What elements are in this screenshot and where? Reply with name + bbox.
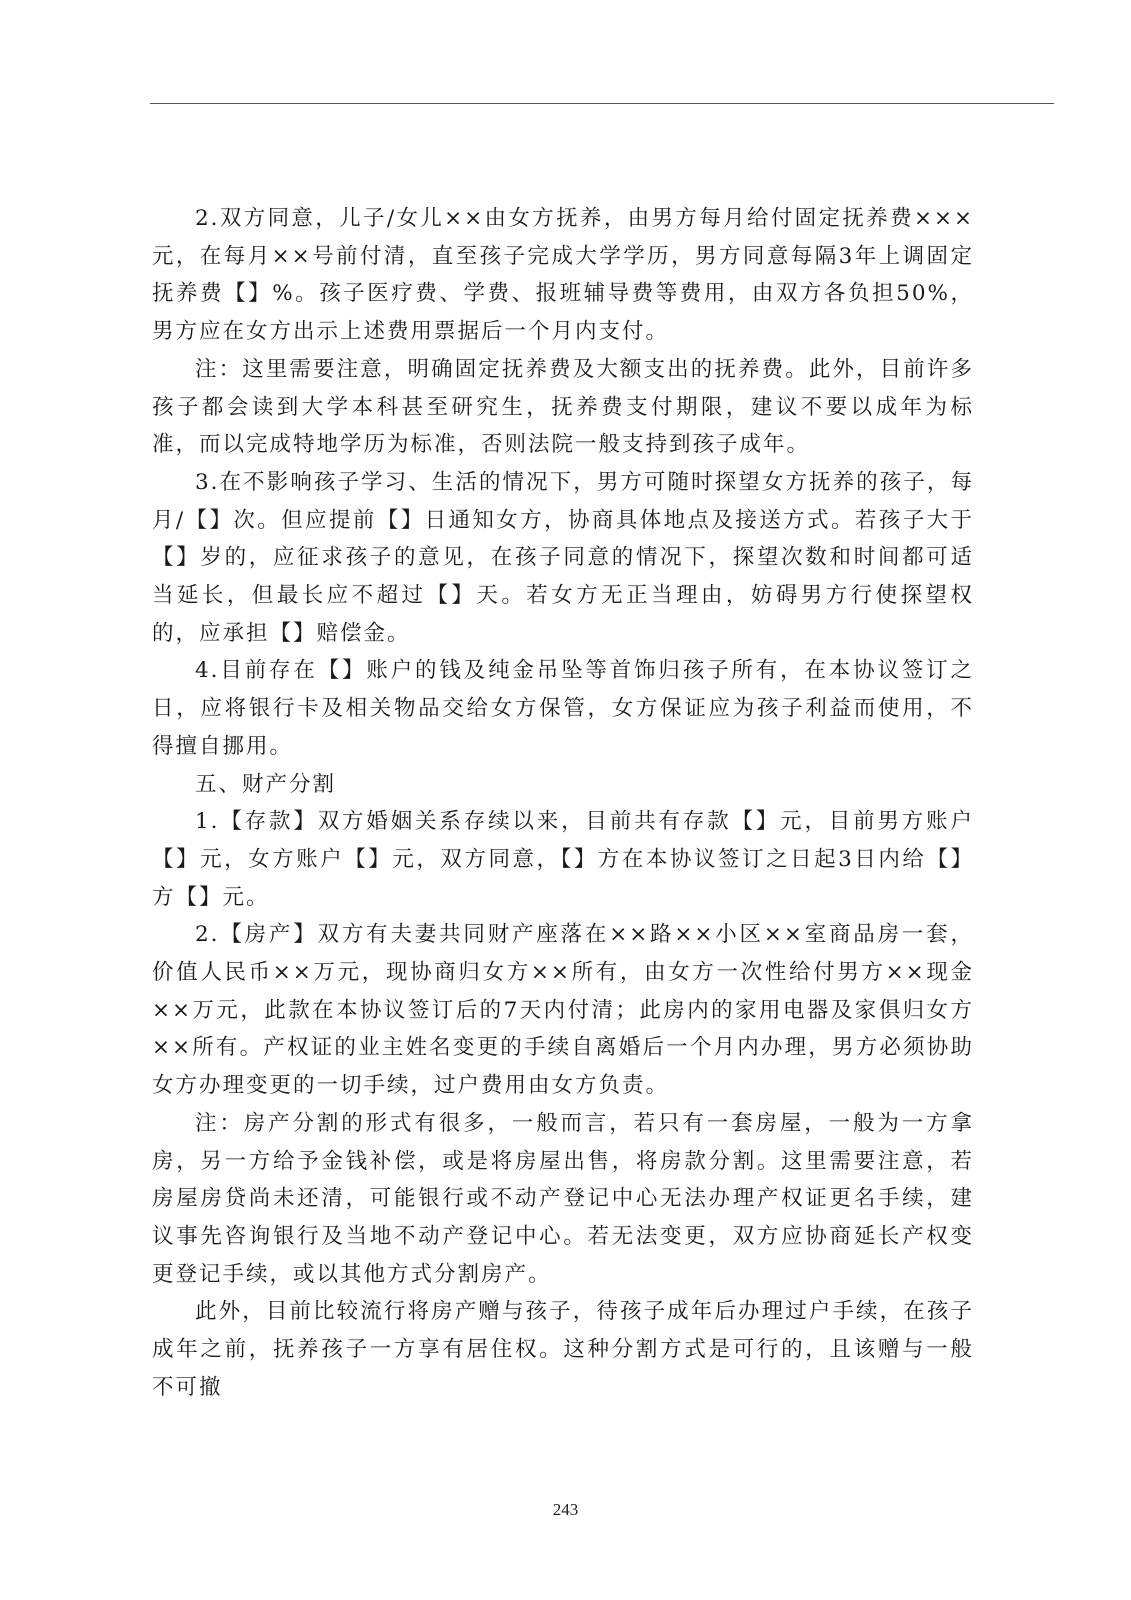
paragraph-child-assets: 4.目前存在【】账户的钱及纯金吊坠等首饰归孩子所有，在本协议签订之日，应将银行卡及相关物品交给女方保管，女方保证应为孩子利益而使用，不得擅自挪用。 xyxy=(152,658,974,759)
section-heading-property-division: 五、财产分割 xyxy=(195,771,337,797)
paragraph-savings: 1.【存款】双方婚姻关系存续以来，目前共有存款【】元，目前男方账户【】元，女方账户【】元，双方同意，【】方在本协议签订之日起3日内给【】方【】元。 xyxy=(152,809,974,910)
paragraph-real-estate: 2.【房产】双方有夫妻共同财产座落在××路××小区××室商品房一套，价值人民币××万元，现协商归女方××所有，由女方一次性给付男方××现金××万元，此款在本协议签订后的7天内付清；此房内的家用电器及家俱归女方××所有。产权证的业主姓名变更的手续自离婚后一个月内办理，男方必须协助女方办理变更的一切手续，过户费用由女方负责。 xyxy=(152,922,974,1099)
page-number: 243 xyxy=(552,1500,579,1519)
paragraph-note-support: 注：这里需要注意，明确固定抚养费及大额支出的抚养费。此外，目前许多孩子都会读到大学本科甚至研究生，抚养费支付期限，建议不要以成年为标准，而以完成特地学历为标准，否则法院一般支持到孩子成年。 xyxy=(152,356,974,458)
header-rule xyxy=(150,103,1054,104)
paragraph-child-support: 2.双方同意，儿子/女儿××由女方抚养，由男方每月给付固定抚养费×××元，在每月××号前付清，直至孩子完成大学学历，男方同意每隔3年上调固定抚养费【】%。孩子医疗费、学费、报班辅导费等费用，由双方各负担50%，男方应在女方出示上述费用票据后一个月内支付。 xyxy=(152,206,974,345)
paragraph-gift-to-child: 此外，目前比较流行将房产赠与孩子，待孩子成年后办理过户手续，在孩子成年之前，抚养孩子一方享有居住权。这种分割方式是可行的，且该赠与一般不可撤 xyxy=(152,1299,974,1400)
paragraph-note-real-estate: 注：房产分割的形式有很多，一般而言，若只有一套房屋，一般为一方拿房，另一方给予金钱补偿，或是将房屋出售，将房款分割。这里需要注意，若房屋房贷尚未还清，可能银行或不动产登记中心无法办理产权证更名手续，建议事先咨询银行及当地不动产登记中心。若无法变更，双方应协商延长产权变更登记手续，或以其他方式分割房产。 xyxy=(152,1110,974,1287)
document-body xyxy=(152,200,974,1407)
paragraph-visitation: 3.在不影响孩子学习、生活的情况下，男方可随时探望女方抚养的孩子，每月/【】次。但应提前【】日通知女方，协商具体地点及接送方式。若孩子大于【】岁的，应征求孩子的意见，在孩子同意的情况下，探望次数和时间都可适当延长，但最长应不超过【】天。若女方无正当理由，妨碍男方行使探望权的，应承担【】赔偿金。 xyxy=(152,469,974,646)
